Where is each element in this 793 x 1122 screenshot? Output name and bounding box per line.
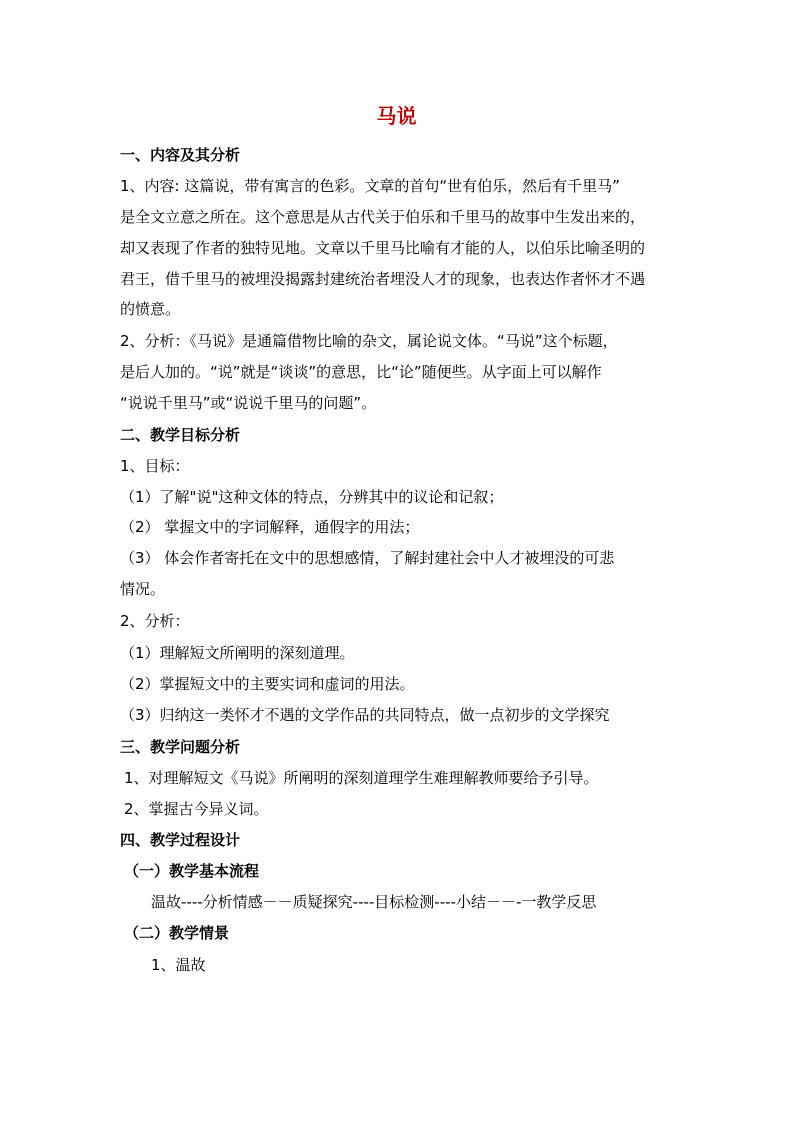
paragraph-line: 却又表现了作者的独特见地。文章以千里马比喻有才能的人，以伯乐比喻圣明的 bbox=[120, 239, 646, 257]
paragraph-line: 1、内容: 这篇说，带有寓言的色彩。文章的首句“世有伯乐，然后有千里马” bbox=[120, 177, 620, 195]
section-heading-teaching-goals: 二、教学目标分析 bbox=[120, 426, 241, 444]
paragraph-line: 2、分析： bbox=[120, 612, 190, 630]
subsection-heading-basic-flow: （一）教学基本流程 bbox=[124, 862, 260, 880]
paragraph-line: 是全文立意之所在。这个意思是从古代关于伯乐和千里马的故事中生发出来的， bbox=[120, 208, 646, 226]
list-item: （1）理解短文所阐明的深刻道理。 bbox=[120, 644, 355, 662]
paragraph-line: 的愤意。 bbox=[120, 300, 181, 318]
paragraph-line: 2、掌握古今异义词。 bbox=[124, 800, 269, 818]
paragraph-line: 1、目标： bbox=[120, 457, 190, 475]
document-title: 马说 bbox=[376, 104, 417, 128]
section-heading-teaching-problems: 三、教学问题分析 bbox=[120, 738, 241, 756]
paragraph-line: “说说千里马”或“说说千里马的问题”。 bbox=[120, 394, 377, 412]
section-heading-teaching-process: 四、教学过程设计 bbox=[120, 831, 241, 849]
list-item: （2） 掌握文中的字词解释，通假字的用法； bbox=[120, 518, 420, 536]
paragraph-line: 温故----分析情感－－质疑探究----目标检测----小结－－-一教学反思 bbox=[151, 893, 597, 911]
list-item: （3） 体会作者寄托在文中的思想感情，了解封建社会中人才被埋没的可悲 bbox=[120, 549, 615, 567]
list-item: （2）掌握短文中的主要实词和虚词的用法。 bbox=[120, 675, 415, 693]
paragraph-line: 君王，借千里马的被埋没揭露封建统治者埋没人才的现象，也表达作者怀才不遇 bbox=[120, 270, 646, 288]
subsection-heading-teaching-scene: （二）教学情景 bbox=[124, 924, 230, 942]
paragraph-line: 2、分析：《马说》是通篇借物比喻的杂文，属论说文体。“马说”这个标题， bbox=[120, 332, 618, 350]
paragraph-line: 是后人加的。“说”就是“谈谈”的意思，比“论”随便些。从字面上可以解作 bbox=[120, 363, 602, 381]
paragraph-line: 1、对理解短文《马说》所阐明的深刻道理学生难理解教师要给予引导。 bbox=[124, 769, 599, 787]
section-heading-content-analysis: 一、内容及其分析 bbox=[120, 146, 241, 164]
list-item: （1）了解"说"这种文体的特点，分辨其中的议论和记叙； bbox=[120, 488, 504, 506]
list-item-continuation: 情况。 bbox=[120, 580, 166, 598]
paragraph-line: 1、温故 bbox=[151, 956, 206, 974]
list-item: （3）归纳这一类怀才不遇的文学作品的共同特点，做一点初步的文学探究 bbox=[120, 706, 610, 724]
